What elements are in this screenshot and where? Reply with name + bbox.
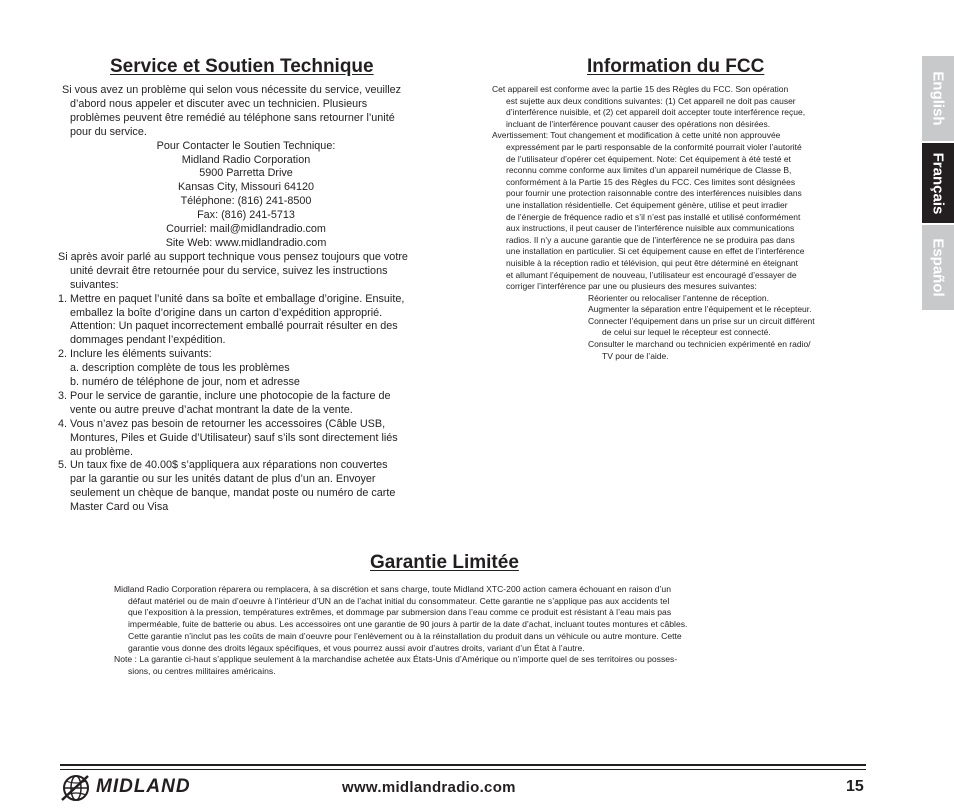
text-line: Réorienter ou relocaliser l’antenne de réception.	[588, 292, 769, 303]
text-line: Montures, Piles et Guide d’Utilisateur) sauf s’ils sont directement liés	[70, 431, 398, 444]
text-line: imperméable, fuite de batterie ou abus. Les accessoires ont une garantie de 90 jours à partir de la date d’achat, incluant toutes montures et câbles.	[128, 619, 688, 630]
footer-rule	[60, 764, 866, 766]
text-line: de l’énergie de fréquence radio et s’il n’est pas installé et utilisé conformément	[506, 211, 801, 222]
text-line: Midland Radio Corporation réparera ou remplacera, à sa discrétion et sans charge, toute Midland XTC-200 action camera échouant en raison d’un	[114, 584, 671, 594]
text-line: d’interférence nuisible, et (2) cet appareil doit accepter toute interférence reçue,	[506, 107, 806, 118]
contact-block	[58, 140, 434, 251]
text-line: expressément par le parti responsable de la conformité pourrait violer l’autorité	[506, 141, 802, 152]
service-body	[58, 84, 438, 515]
text-line: nuisible à la réception radio et télévision, qui peut être déterminé en éteignant	[506, 257, 799, 268]
tab-english[interactable]	[922, 56, 954, 141]
text-line: problèmes peuvent être remédié au téléphone sans retourner l’unité	[70, 111, 395, 124]
text-line: Fax: (816) 241-5713	[197, 209, 295, 222]
tab-francais[interactable]	[922, 143, 954, 223]
service-title: Service et Soutien Technique	[110, 56, 374, 77]
text-line: une installation résidentielle. Cet équipement génère, utilise et peut irradier	[506, 199, 788, 210]
text-line: garantie vous donne des droits légaux spécifiques, et vous pourrez aussi avoir d’autres droits, variant d’un État à l’autre.	[128, 642, 585, 653]
tab-espanol[interactable]	[922, 225, 954, 310]
text-line: Consulter le marchand ou technicien expérimenté en radio/	[588, 339, 811, 350]
text-line: Midland Radio Corporation	[181, 153, 311, 166]
fcc-body	[492, 84, 872, 362]
text-line: conformément à la Partie 15 des Règles du FCC. Ces limites sont désignées	[506, 176, 796, 187]
text-line: 3. Pour le service de garantie, inclure une photocopie de la facture de	[58, 389, 391, 402]
text-line: emballez la boîte d’origine dans un carton d’expédition approprié.	[70, 306, 383, 319]
text-line: et allumant l’équipement de nouveau, l’utilisateur est encouragé d’essayer de	[506, 269, 797, 280]
text-line: seulement un chèque de banque, mandat poste ou numéro de carte	[70, 487, 396, 500]
text-line: une installation en particulier. Si cet équipement cause en effet de l’interférence	[506, 246, 805, 257]
text-line: de l’utilisateur d’opérer cet équipement. Note: Cet équipement à été testé et	[506, 153, 791, 164]
text-line: Si après avoir parlé au support technique vous pensez toujours que votre	[58, 250, 408, 263]
text-line: sions, ou centres militaires américains.	[128, 665, 276, 676]
text-line: TV pour de l’aide.	[602, 350, 669, 361]
text-line: Attention: Un paquet incorrectement emballé pourrait résulter en des	[70, 320, 398, 333]
text-line: Kansas City, Missouri 64120	[177, 181, 315, 194]
text-line: incluant de l’interférence pouvant causer des opérations non désirées.	[506, 118, 771, 129]
text-line: 5. Un taux fixe de 40.00$ s’appliquera aux réparations non couvertes	[58, 459, 388, 472]
text-line: Si vous avez un problème qui selon vous nécessite du service, veuillez	[62, 84, 402, 96]
midland-logo: MIDLAND	[96, 776, 191, 797]
text-line: défaut matériel ou de main d’oeuvre à l’intérieur d’UN an de l’achat initial du consommateur. Cette garantie ne s’applique pas aux accidents tel	[128, 595, 670, 606]
text-line: a. description complète de tous les problèmes	[70, 362, 290, 375]
text-line: radios. Il n’y a aucune garantie que de l’interférence ne se produira pas dans	[506, 234, 795, 245]
text-line: suivantes:	[70, 278, 119, 291]
garantie-body	[114, 584, 814, 678]
tab-label: English	[929, 71, 947, 126]
text-line: de celui sur lequel le récepteur est connecté.	[602, 327, 771, 338]
text-line: Pour Contacter le Soutien Technique:	[156, 139, 336, 152]
text-line: pour du service.	[70, 125, 147, 138]
text-line: unité devrait être retournée pour du service, suivez les instructions	[70, 264, 388, 277]
text-line: Augmenter la séparation entre l’équipement et le récepteur.	[588, 304, 812, 315]
text-line: 4. Vous n’avez pas besoin de retourner les accessoires (Câble USB,	[58, 417, 386, 430]
text-line: Connecter l’équipement dans un prise sur un circuit différent	[588, 315, 815, 326]
text-line: Cette garantie n’inclut pas les coûts de main d’oeuvre pour l’enlèvement ou à la réinstallation du produit dans un véhicule ou autre monture. Cette	[128, 630, 682, 641]
text-line: b. numéro de téléphone de jour, nom et adresse	[70, 376, 300, 389]
text-line: que l’exposition à la pression, températures extrêmes, et dommage par submersion dans l’eau comme ce produit est résistant à l’eau mais pas	[128, 607, 672, 618]
text-line: reconnu comme conforme aux limites d’un appareil numérique de Classe B,	[506, 165, 792, 176]
text-line: pour fournir une protection raisonnable contre des interférences nuisibles dans	[506, 188, 802, 199]
page-number: 15	[846, 778, 864, 795]
text-line: Cet appareil est conforme avec la partie 15 des Règles du FCC. Son opération	[492, 84, 789, 94]
text-line: aux instructions, il peut causer de l’interférence nuisible aux communications	[506, 223, 795, 234]
footer-rule-thin	[60, 769, 866, 770]
footer-url: www.midlandradio.com	[342, 779, 516, 796]
text-line: dommages pendant l’expédition.	[70, 334, 226, 347]
text-line: 1. Mettre en paquet l’unité dans sa boîte et emballage d’origine. Ensuite,	[58, 292, 405, 305]
text-line: Site Web: www.midlandradio.com	[165, 236, 327, 249]
text-line: vente ou autre preuve d’achat montrant la date de la vente.	[70, 403, 353, 416]
tab-label: Español	[929, 238, 947, 297]
text-line: par la garantie ou sur les unités datant de plus d’un an. Envoyer	[70, 473, 376, 486]
fcc-title: Information du FCC	[587, 56, 765, 77]
text-line: Note : La garantie ci-haut s’applique seulement à la marchandise achetée aux États-Unis d’Amérique ou n’importe quel de ses territoires ou posses-	[114, 654, 678, 665]
text-line: Avertissement: Tout changement et modification à cette unité non approuvée	[492, 130, 781, 141]
globe-logo-icon	[60, 772, 92, 804]
text-line: 5900 Parretta Drive	[199, 167, 293, 180]
text-line: corriger l’interférence par une ou plusieurs des mesures suivantes:	[506, 281, 757, 292]
text-line: Courriel: mail@midlandradio.com	[166, 223, 326, 236]
tab-label: Français	[929, 152, 947, 214]
text-line: Téléphone: (816) 241-8500	[180, 195, 312, 208]
text-line: d’abord nous appeler et discuter avec un technicien. Plusieurs	[70, 97, 368, 110]
text-line: au problème.	[70, 445, 134, 458]
text-line: 2. Inclure les éléments suivants:	[58, 348, 212, 361]
garantie-title: Garantie Limitée	[370, 552, 519, 573]
text-line: est sujette aux deux conditions suivantes: (1) Cet appareil ne doit pas causer	[506, 95, 796, 106]
text-line: Master Card ou Visa	[70, 501, 169, 514]
